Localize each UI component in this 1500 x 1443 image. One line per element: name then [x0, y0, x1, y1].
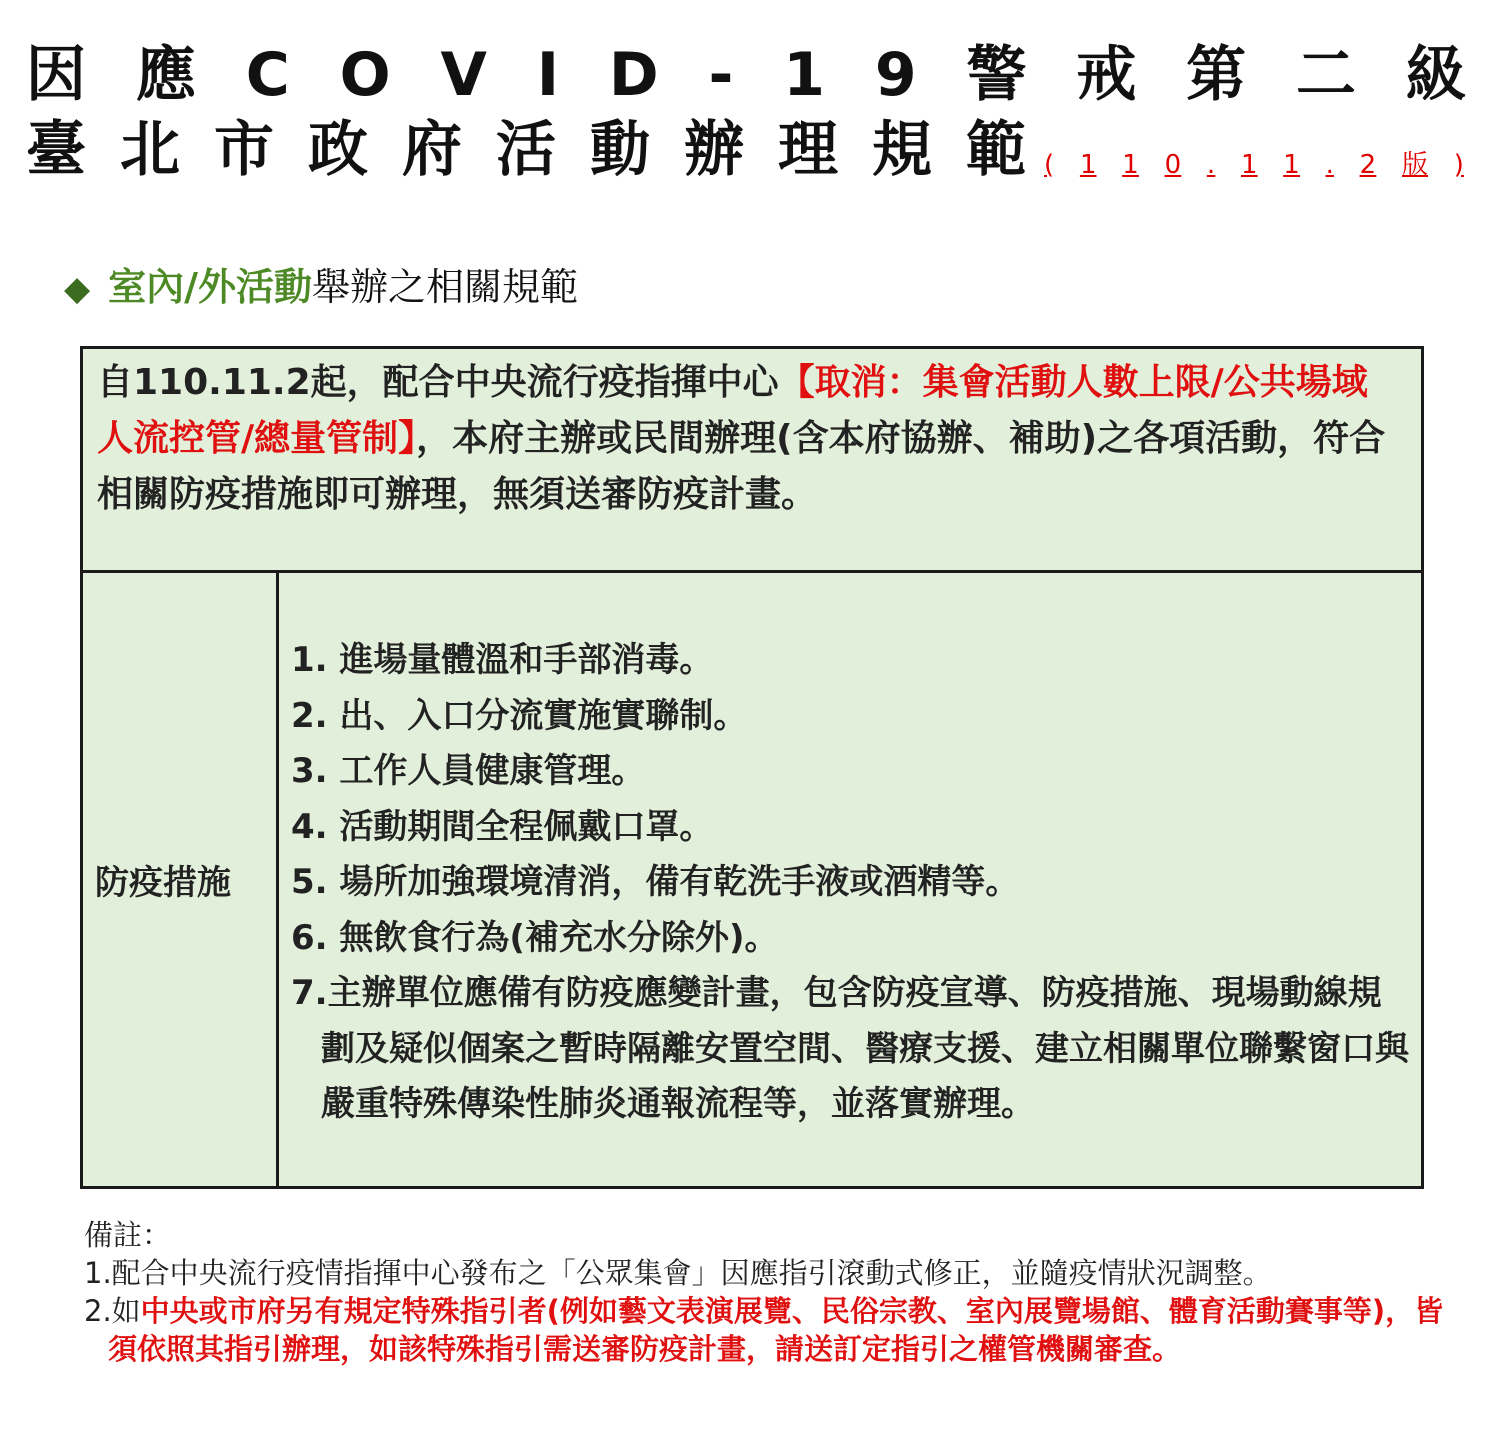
version-char: 2 [1359, 150, 1377, 180]
title-char: 級 [1405, 40, 1466, 110]
title-char: 1 [783, 40, 826, 110]
title-char: O [339, 40, 391, 110]
title-char: 府 [402, 115, 462, 185]
version-char: 1 [1283, 150, 1300, 180]
title-char: 動 [590, 115, 650, 185]
title-char: 範 [966, 115, 1026, 185]
rules-table [80, 346, 1424, 1189]
measures-label-cell [83, 573, 279, 1186]
title-char: 活 [496, 115, 556, 185]
version-char: 1 [1122, 150, 1139, 180]
measure-item: 7.主辦單位應備有防疫應變計畫，包含防疫宣導、防疫措施、現場動線規劃及疑似個案之暫時隔離安置空間、醫療支援、建立相關單位聯繫窗口與嚴重特殊傳染性肺炎通報流程等，並落實辦理。 [291, 973, 1409, 1124]
note-2 [84, 1292, 1464, 1368]
title-line-2 [26, 117, 1026, 183]
title-char: V [440, 40, 487, 110]
version-char: . [1325, 150, 1334, 180]
title-line-1 [26, 42, 1466, 108]
intro-red-text: 【取消：集會活動人數上限/公共場域人流控管/總量管制】 [97, 362, 1368, 459]
title-char: 臺 [26, 115, 86, 185]
note-2-red: 中央或市府另有規定特殊指引者(例如藝文表演展覽、民俗宗教、室內展覽場館、體育活動賽事等)，皆須依照其指引辦理，如該特殊指引需送審防疫計畫，請送訂定指引之權管機關審查。 [108, 1294, 1444, 1366]
intro-cell [83, 349, 1421, 573]
intro-text-2: ，本府主辦或民間辦理(含本府協辦、補助)之各項活動，符合相關防疫措施即可辦理，無須送審防疫計畫。 [97, 418, 1386, 515]
note-2-prefix: 2.如 [84, 1294, 141, 1328]
version-char: 版 [1402, 150, 1429, 180]
section-highlight: 室內/外活動 [108, 265, 313, 309]
title-char: 北 [120, 115, 180, 185]
title-char: 9 [874, 40, 917, 110]
title-char: 辦 [684, 115, 744, 185]
section-rest: 舉辦之相關規範 [312, 265, 579, 309]
measures-cell [279, 573, 1421, 1186]
measure-item: 6. 無飲食行為(補充水分除外)。 [291, 917, 779, 958]
measure-item: 5. 場所加強環境清消，備有乾洗手液或酒精等。 [291, 862, 1020, 902]
title-char: 市 [214, 115, 274, 185]
title-char: 戒 [1076, 40, 1137, 110]
notes [84, 1216, 1464, 1368]
version-char: . [1206, 150, 1216, 180]
title-char: 二 [1296, 40, 1357, 110]
section-heading [64, 262, 578, 314]
version-label [1044, 150, 1464, 180]
intro-text: 自110.11.2起，配合中央流行疫指揮中心 [97, 362, 779, 403]
diamond-bullet-icon: ◆ [64, 269, 91, 309]
version-char: 0 [1164, 150, 1182, 180]
title-char: - [708, 40, 734, 110]
title-char: 第 [1186, 40, 1247, 110]
title-char: 理 [778, 115, 838, 185]
measure-item: 4. 活動期間全程佩戴口罩。 [291, 806, 714, 847]
measure-item: 1. 進場量體溫和手部消毒。 [291, 640, 714, 680]
title-char: 政 [308, 115, 368, 185]
measures-label: 防疫措施 [95, 863, 231, 903]
title-char: 規 [872, 115, 932, 185]
title-char: C [245, 40, 290, 110]
measure-item: 3. 工作人員健康管理。 [291, 751, 646, 791]
title-char: D [608, 40, 659, 110]
note-1: 1.配合中央流行疫情指揮中心發布之「公眾集會」因應指引滾動式修正，並隨疫情狀況調整。 [84, 1256, 1272, 1290]
title-char: I [536, 40, 560, 110]
version-char: ) [1453, 150, 1464, 180]
notes-heading: 備註： [84, 1218, 172, 1252]
version-char: 1 [1240, 150, 1258, 180]
version-char: 1 [1079, 150, 1097, 180]
title-char: 應 [135, 40, 196, 110]
version-char: ( [1044, 150, 1055, 180]
title-char: 因 [26, 40, 86, 110]
title-char: 警 [966, 40, 1027, 110]
measure-item: 2. 出、入口分流實施實聯制。 [291, 695, 748, 736]
